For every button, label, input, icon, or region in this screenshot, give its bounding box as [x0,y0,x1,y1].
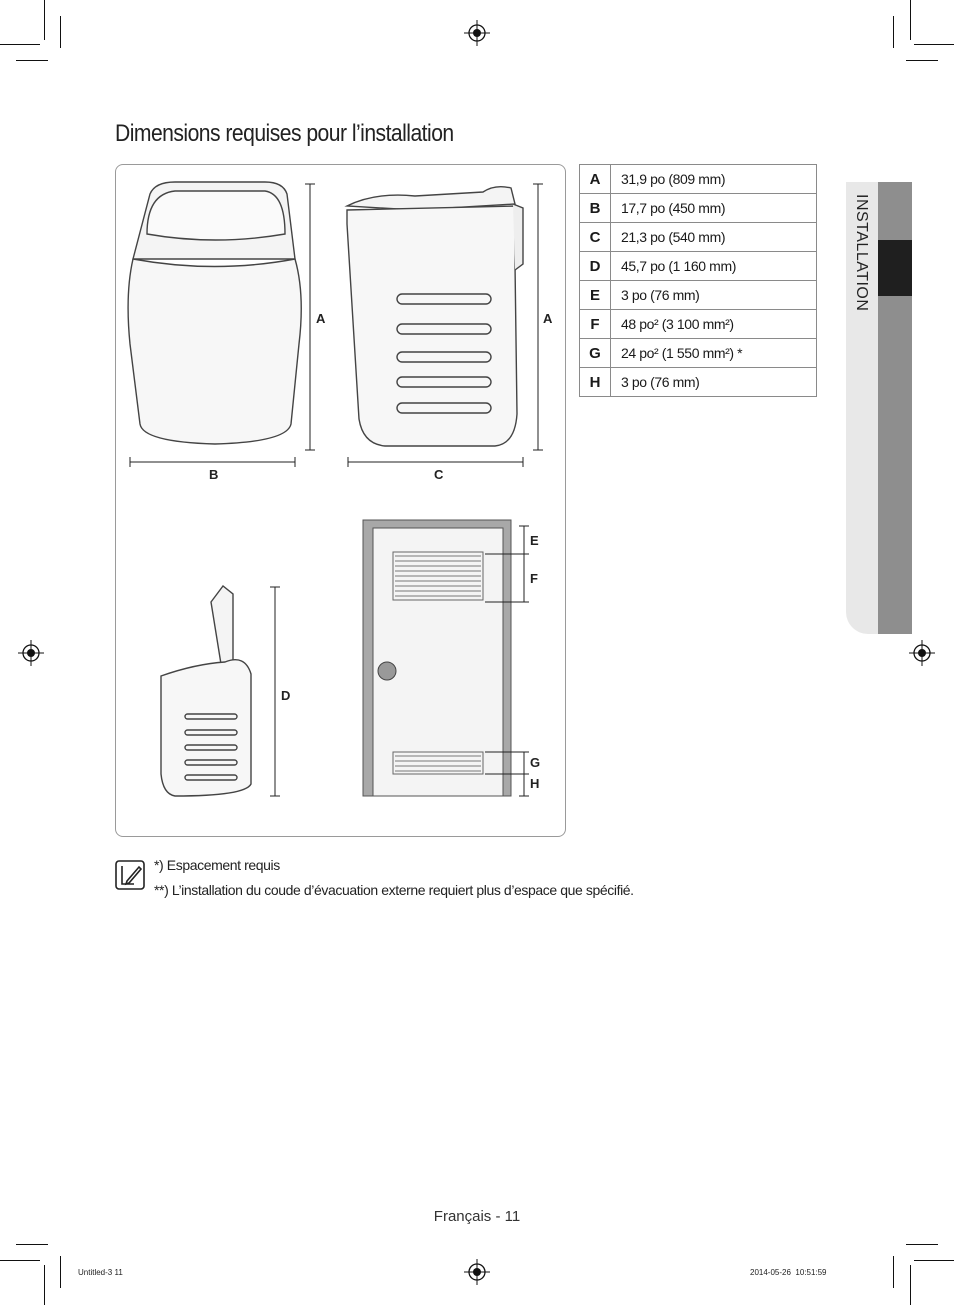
label-a-side: A [543,311,553,326]
crop-mark [0,44,40,45]
note-pencil-icon [115,860,145,890]
crop-mark [910,0,911,40]
registration-mark-icon [464,1259,490,1285]
label-f: F [530,571,538,586]
dimension-value: 3 po (76 mm) [611,281,817,310]
crop-mark [60,16,61,48]
crop-mark [910,1265,911,1305]
label-c: C [434,467,444,482]
dimension-value: 48 po² (3 100 mm²) [611,310,817,339]
table-row [580,165,817,194]
crop-mark [16,1244,48,1245]
crop-mark [16,60,48,61]
crop-mark [60,1256,61,1288]
dimension-value: 31,9 po (809 mm) [611,165,817,194]
page-title: Dimensions requises pour l’installation [115,120,454,147]
dimension-key: H [580,368,611,397]
table-row [580,223,817,252]
crop-mark [914,44,954,45]
dimension-key: D [580,252,611,281]
crop-mark [0,1260,40,1261]
table-row [580,368,817,397]
dimension-value: 24 po² (1 550 mm²) * [611,339,817,368]
dimension-value: 45,7 po (1 160 mm) [611,252,817,281]
label-h: H [530,776,540,791]
crop-mark [906,60,938,61]
crop-mark [906,1244,938,1245]
print-timestamp: 2014-05-26 ︎︎ 10:51:59 [750,1268,827,1277]
label-b: B [209,467,219,482]
registration-mark-icon [909,640,935,666]
table-row [580,194,817,223]
dimension-key: B [580,194,611,223]
page-number: Français - 11 [433,1208,521,1225]
table-row [580,281,817,310]
label-g: G [530,755,541,770]
table-row [580,310,817,339]
installation-diagram [115,164,567,838]
dimension-key: A [580,165,611,194]
table-row [580,339,817,368]
print-file-name: Untitled-3 11 [78,1268,123,1277]
crop-mark [893,1256,894,1288]
note-required-space: *) Espacement requis [154,857,280,873]
side-tab-marker [878,240,912,296]
table-row [580,252,817,281]
label-a-front: A [316,311,326,326]
crop-mark [44,0,45,40]
dimension-key: G [580,339,611,368]
label-d: D [281,688,291,703]
crop-mark [914,1260,954,1261]
registration-mark-icon [464,20,490,46]
dimension-key: F [580,310,611,339]
crop-mark [44,1265,45,1305]
crop-mark [893,16,894,48]
side-tab-label: INSTALLATION [853,194,870,312]
dimension-value: 17,7 po (450 mm) [611,194,817,223]
registration-mark-icon [18,640,44,666]
note-drain-elbow: **) L’installation du coude d’évacuation externe requiert plus d’espace que spécifié. [154,882,634,898]
label-e: E [530,533,539,548]
dimension-key: E [580,281,611,310]
dimension-value: 3 po (76 mm) [611,368,817,397]
dimensions-table [579,164,817,397]
dimension-key: C [580,223,611,252]
dimension-value: 21,3 po (540 mm) [611,223,817,252]
